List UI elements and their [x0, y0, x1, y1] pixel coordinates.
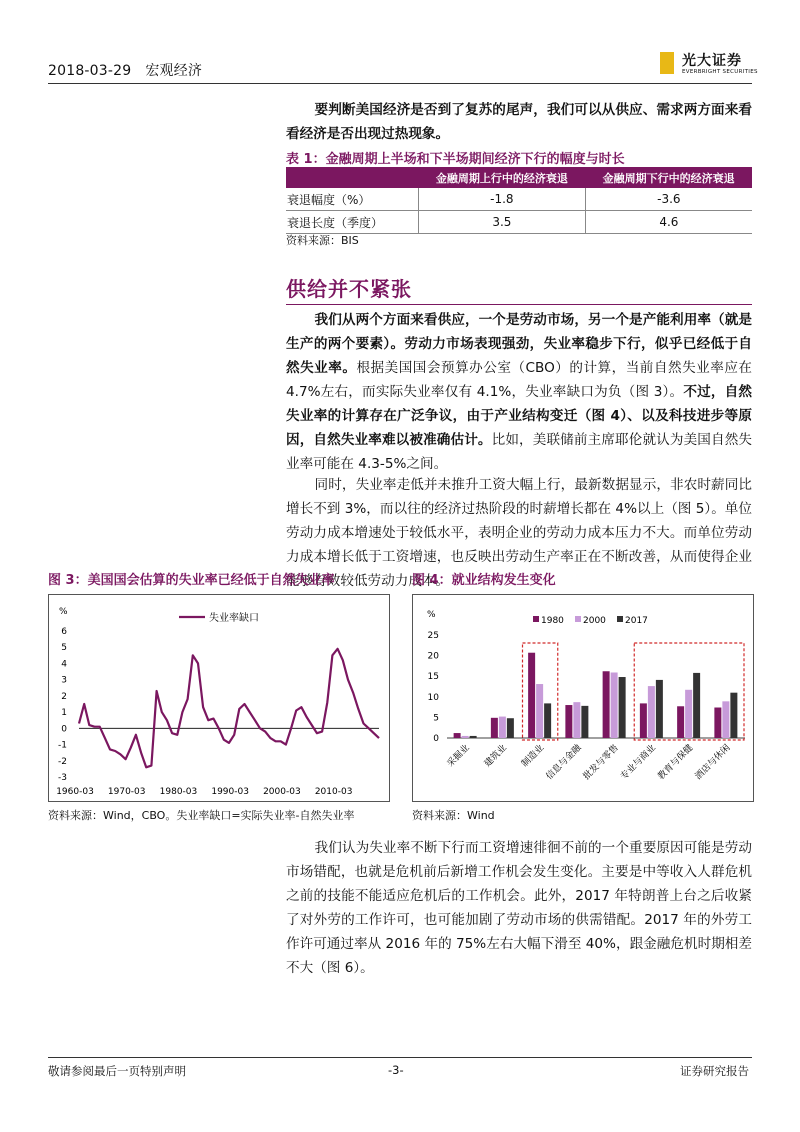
fig4-legend-swatch — [617, 616, 623, 622]
fig3-ytick-label: 0 — [61, 724, 67, 735]
fig4-bar — [470, 736, 477, 738]
fig3-ytick-label: 3 — [61, 675, 67, 686]
fig4-bar — [714, 708, 721, 738]
footer-divider — [48, 1057, 752, 1058]
fig4-xtick-label: 酒店与休闲 — [693, 743, 733, 782]
fig4-bar — [677, 706, 684, 738]
fig3-ytick-label: 6 — [61, 627, 67, 637]
fig4-legend-label: 2017 — [625, 616, 648, 626]
table1-source: 资料来源：BIS — [286, 234, 359, 247]
fig3-ytick-label: -3 — [58, 773, 67, 783]
fig4-ytick-label: 20 — [427, 651, 439, 662]
table1-header-cell — [286, 167, 419, 188]
fig4-bar — [640, 703, 647, 738]
fig4-bar — [565, 705, 572, 738]
fig4-ytick-label: 5 — [433, 713, 439, 724]
fig3-ylabel: % — [59, 607, 68, 617]
report-date: 2018-03-29 — [48, 63, 132, 79]
fig4-ytick-label: 15 — [427, 672, 439, 683]
fig4-ytick-label: 0 — [433, 734, 439, 744]
fig4-xtick-label: 采掘业 — [445, 743, 472, 770]
fig4-bar — [491, 718, 498, 738]
fig3-xtick-label: 2000-03 — [263, 787, 301, 797]
table-cell: -1.8 — [419, 188, 586, 211]
fig3-xtick-label: 1980-03 — [159, 787, 198, 797]
fig4-ytick-label: 10 — [427, 692, 439, 703]
fig4-bar — [462, 736, 469, 738]
fig4-xtick-label: 教育与保健 — [656, 743, 696, 782]
fig4-bar — [573, 702, 580, 738]
table-cell: -3.6 — [585, 188, 752, 211]
paragraph-3: 我们认为失业率不断下行而工资增速徘徊不前的一个重要原因可能是劳动市场错配，也就是危机前后新增工作机会发生变化。主要是中等收入人群危机之前的技能不能适应危机后的工作机会。此外，2017 年特朗普上台之后收紧了对外劳的工作许可，也可能加剧了劳动市场的供需错配。2017 年的外劳工作许可通过率从 2016 年的 75%左右大幅下滑至 40%，跟金融危机时期相差不大（图 6）。 — [286, 840, 752, 976]
fig4-xtick-label: 信息与金融 — [544, 743, 584, 782]
table-cell: 4.6 — [585, 211, 752, 234]
fig4-bar — [507, 718, 514, 738]
footer-disclaimer: 敬请参阅最后一页特别声明 — [48, 1064, 186, 1078]
fig4-legend-label: 1980 — [541, 616, 564, 626]
section-divider — [286, 304, 752, 305]
fig3-series-line — [79, 649, 379, 768]
page-number: -3- — [388, 1063, 404, 1077]
p1-bold-2: 不过，自然失业率的计算存在广泛争议，由于产业结构变迁（图 4）、以及科技进步等原因，自然失业率难以被准确估计。 — [286, 384, 753, 448]
intro-paragraph: 要判断美国经济是否到了复苏的尾声，我们可以从供应、需求两方面来看看经济是否出现过热现象。 — [286, 102, 752, 142]
table-row — [286, 188, 752, 211]
fig4-bar — [656, 680, 663, 738]
fig3-ytick-label: 4 — [61, 659, 67, 670]
report-column: 宏观经济 — [145, 63, 203, 79]
fig4-xtick-label: 专业与商业 — [619, 743, 658, 782]
fig4-bar — [581, 706, 588, 738]
fig3-ytick-label: 2 — [61, 691, 67, 702]
fig4-bar — [499, 717, 506, 738]
fig4-bar — [528, 653, 535, 738]
fig4-ytick-label: 25 — [427, 631, 439, 641]
table-cell: 衰退幅度（%） — [286, 188, 419, 211]
table1-caption: 表 1：金融周期上半场和下半场期间经济下行的幅度与时长 — [286, 152, 625, 167]
report-header — [48, 60, 202, 80]
fig4-bar — [685, 690, 692, 738]
logo-en: EVERBRIGHT SECURITIES — [682, 69, 758, 75]
fig4-legend-swatch — [575, 616, 581, 622]
fig4-source: 资料来源：Wind — [412, 809, 495, 822]
section-title: 供给并不紧张 — [286, 277, 412, 301]
table1 — [286, 167, 752, 234]
fig4-bar — [611, 672, 618, 738]
fig4-bar — [603, 671, 610, 738]
fig3-xtick-label: 1990-03 — [211, 787, 249, 797]
fig4-chart — [412, 594, 754, 802]
fig3-legend-label: 失业率缺口 — [209, 613, 259, 624]
fig4-bar — [722, 701, 729, 738]
fig3-chart — [48, 594, 390, 802]
fig3-xtick-label: 1970-03 — [107, 787, 146, 797]
fig4-caption: 图 4：就业结构发生变化 — [412, 573, 556, 588]
fig4-legend-label: 2000 — [583, 616, 606, 626]
fig4-bar — [648, 686, 655, 738]
company-logo — [660, 50, 760, 80]
header-divider — [48, 83, 752, 84]
logo-mark-icon — [660, 52, 674, 74]
fig3-ytick-label: -1 — [58, 740, 67, 751]
table1-header-row — [286, 167, 752, 188]
fig4-xtick-label: 批发与零售 — [581, 743, 621, 782]
table1-header-cell: 金融周期下行中的经济衰退 — [585, 167, 752, 188]
p1-text-2: 比如，美联储前主席耶伦就认为美国自然失业率可能在 4.3-5%之间。 — [286, 432, 753, 472]
p1-bold-1: 我们从两个方面来看供应，一个是劳动市场，另一个是产能利用率（就是生产的两个要素）。劳动力市场表现强劲，失业率稳步下行，似乎已经低于自然失业率。 — [286, 312, 752, 376]
table-cell: 3.5 — [419, 211, 586, 234]
fig4-bar — [544, 703, 551, 738]
fig4-bar — [536, 684, 543, 738]
fig4-xtick-label: 建筑业 — [482, 743, 509, 770]
fig3-chart-svg — [49, 595, 389, 801]
paragraph-1 — [286, 308, 752, 476]
fig4-ylabel: % — [427, 610, 436, 620]
footer-report-type: 证券研究报告 — [680, 1064, 749, 1078]
paragraph-2: 同时，失业率走低并未推升工资大幅上行，最新数据显示，非农时薪同比增长不到 3%，而以往的经济过热阶段的时薪增长都在 4%以上（图 5）。单位劳动力成本增速处于较低水平，表明企业的劳动力成本压力不大。而单位劳动力成本增长低于工资增速，也反映出劳动生产率正在不断改善，从而使得企业能够有效较低劳动力成本。 — [286, 477, 752, 589]
fig4-chart-svg — [413, 595, 753, 801]
fig3-xtick-label: 1960-03 — [56, 787, 94, 797]
fig4-xtick-label: 制造业 — [520, 743, 547, 770]
fig3-ytick-label: 1 — [61, 708, 67, 719]
table-cell: 衰退长度（季度） — [286, 211, 419, 234]
fig3-source: 资料来源：Wind，CBO。失业率缺口=实际失业率-自然失业率 — [48, 809, 355, 822]
table-row — [286, 211, 752, 234]
fig3-xtick-label: 2010-03 — [314, 787, 353, 797]
fig4-bar — [454, 733, 461, 738]
fig4-bar — [619, 677, 626, 738]
fig4-bar — [693, 673, 700, 738]
fig3-caption: 图 3：美国国会估算的失业率已经低于自然失业率 — [48, 573, 335, 588]
fig4-bar — [730, 693, 737, 738]
table1-header-cell: 金融周期上行中的经济衰退 — [419, 167, 586, 188]
fig4-legend-swatch — [533, 616, 539, 622]
logo-cn: 光大证券 — [682, 53, 742, 69]
p1-text-1: 根据美国国会预算办公室（CBO）的计算，当前自然失业率应在 4.7%左右，而实际失业率仅有 4.1%，失业率缺口为负（图 3）。 — [286, 360, 753, 400]
fig3-ytick-label: -2 — [58, 756, 67, 767]
fig3-ytick-label: 5 — [61, 643, 67, 654]
